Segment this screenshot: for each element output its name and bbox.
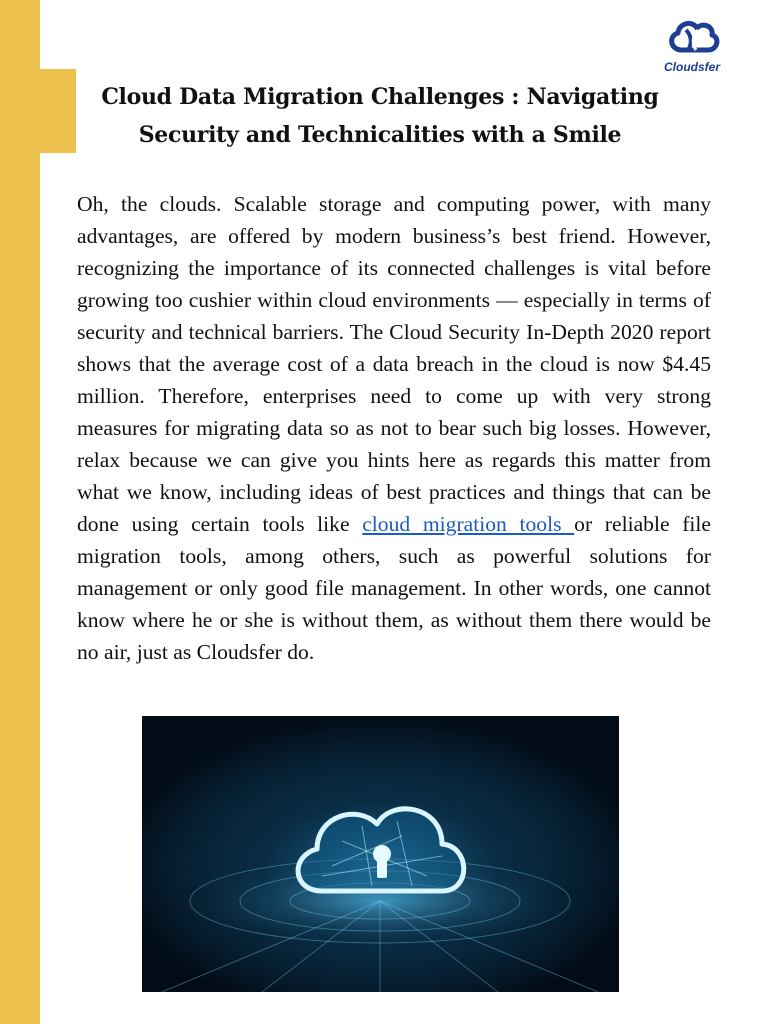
- title-accent-tab: [40, 69, 76, 153]
- cloud-sync-icon: [662, 18, 722, 58]
- cloud-migration-tools-link[interactable]: cloud migration tools: [362, 512, 575, 536]
- body-text-before-link: Oh, the clouds. Scalable storage and computing power, with many advantages, are offered by modern business’s best friend. However, recognizing the importance of its connected challenges is vital before growing too cushier within cloud environments — especially in terms of security and technical barriers. The Cloud Security In-Depth 2020 report shows that the average cost of a data breach in the cloud is now $4.45 million. Therefore, enterprises need to come up with very strong measures for migrating data so as not to bear such big losses. However, relax because we can give you hints here as regards this matter from what we know, including ideas of best practices and things that can be done using certain tools like: [77, 192, 711, 536]
- body-paragraph: [77, 188, 711, 668]
- body-text-after-link: or reliable file migration tools, among others, such as powerful solutions for management or only good file management. In other words, one cannot know where he or she is without them, as without them there would be no air, just as Cloudsfer do.: [77, 512, 711, 664]
- title-line-2: Security and Technicalities with a Smile: [138, 122, 622, 148]
- cloud-lock-illustration: [142, 716, 619, 992]
- cloud-security-image: [142, 716, 619, 992]
- page-title: [76, 78, 684, 154]
- cloudsfer-logo: [656, 18, 728, 80]
- logo-wordmark: Cloudsfer: [663, 60, 720, 74]
- accent-sidebar: [0, 0, 40, 1024]
- title-line-1: Cloud Data Migration Challenges : Navigating: [101, 84, 659, 110]
